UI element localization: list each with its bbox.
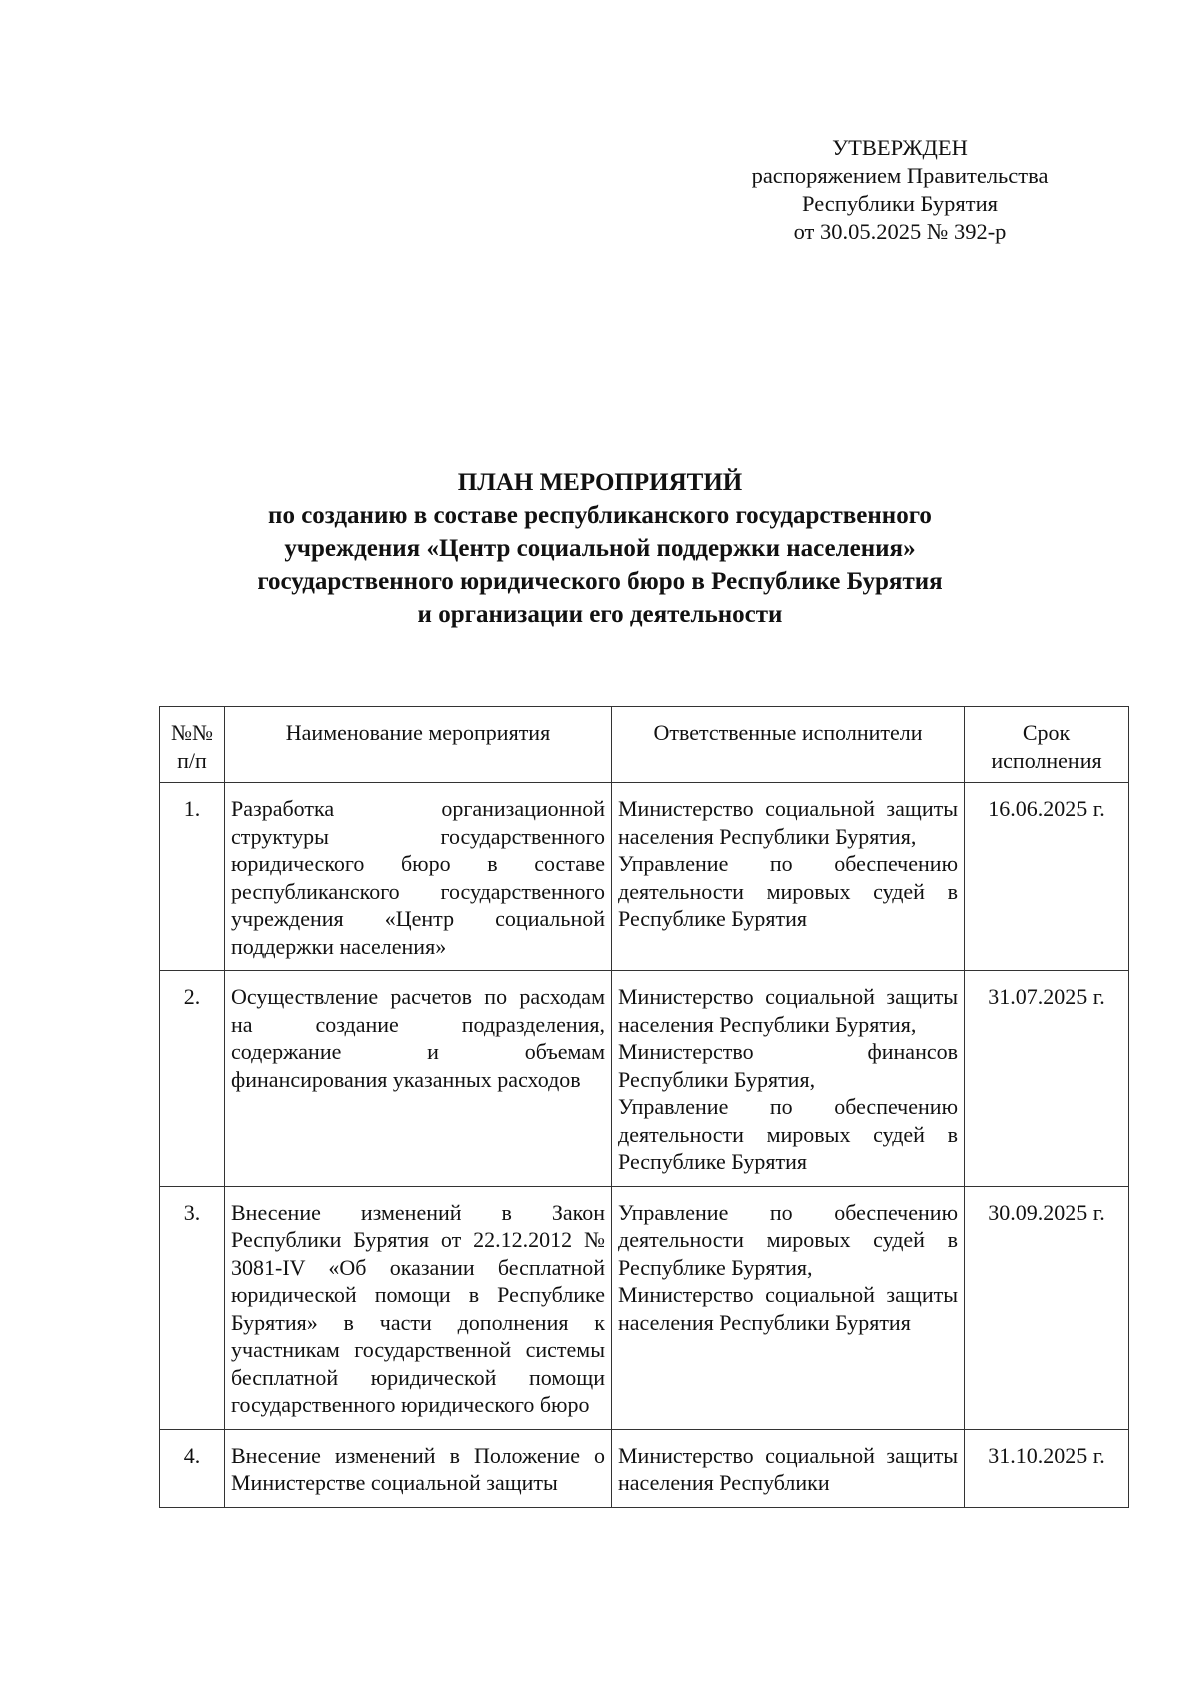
responsible-entry: Министерство социальной защиты населения Республики Бурятия, [618, 984, 958, 1037]
table-row [160, 971, 1129, 1187]
row-num: 3. [160, 1186, 225, 1429]
title-line-4: государственного юридического бюро в Республике Бурятия [257, 568, 943, 595]
row-responsible [612, 971, 965, 1187]
plan-table [159, 706, 1129, 1508]
header-num: №№ п/п [160, 707, 225, 783]
row-deadline: 30.09.2025 г. [965, 1186, 1129, 1429]
responsible-entry: Министерство социальной защиты населения Республики [618, 1442, 958, 1495]
approval-date-line: от 30.05.2025 № 392-р [793, 219, 1007, 244]
approval-order-line: распоряжением Правительства [751, 163, 1049, 188]
row-name: Разработка организационной структуры государственного юридического бюро в составе республиканского государственного учреждения «Центр социальной поддержки населения» [225, 783, 612, 971]
title-line-2: по созданию в составе республиканского государственного [268, 502, 932, 529]
row-num: 1. [160, 783, 225, 971]
row-name: Внесение изменений в Закон Республики Бурятия от 22.12.2012 № 3081-IV «Об оказании бесплатной юридической помощи в Республике Бурятия» в части дополнения к участникам государственной системы бесплатной юридической помощи государственного юридического бюро [225, 1186, 612, 1429]
approval-stamp [720, 134, 1080, 246]
approval-heading: УТВЕРЖДЕН [832, 135, 968, 160]
title-line-1: ПЛАН МЕРОПРИЯТИЙ [457, 469, 743, 496]
row-deadline: 31.10.2025 г. [965, 1429, 1129, 1507]
table-header-row [160, 707, 1129, 783]
row-num: 2. [160, 971, 225, 1187]
header-responsible: Ответственные исполнители [612, 707, 965, 783]
responsible-entry: Министерство социальной защиты населения Республики Бурятия, [618, 796, 958, 849]
row-deadline: 16.06.2025 г. [965, 783, 1129, 971]
responsible-entry: Управление по обеспечению деятельности мировых судей в Республике Бурятия [618, 851, 958, 931]
title-line-5: и организации его деятельности [417, 601, 783, 628]
table-row [160, 1429, 1129, 1507]
row-name: Внесение изменений в Положение о Министерстве социальной защиты [225, 1429, 612, 1507]
responsible-entry: Управление по обеспечению деятельности мировых судей в Республике Бурятия [618, 1094, 958, 1174]
table-row [160, 1186, 1129, 1429]
row-responsible [612, 783, 965, 971]
header-deadline: Срок исполнения [965, 707, 1129, 783]
title-line-3: учреждения «Центр социальной поддержки населения» [284, 535, 916, 562]
document-title [0, 466, 1200, 631]
responsible-entry: Министерство финансов Республики Бурятия, [618, 1039, 958, 1092]
responsible-entry: Министерство социальной защиты населения Республики Бурятия [618, 1282, 958, 1335]
responsible-entry: Управление по обеспечению деятельности мировых судей в Республике Бурятия, [618, 1199, 958, 1280]
row-deadline: 31.07.2025 г. [965, 971, 1129, 1187]
row-name: Осуществление расчетов по расходам на создание подразделения, содержание и объемам финансирования указанных расходов [225, 971, 612, 1187]
header-name: Наименование мероприятия [225, 707, 612, 783]
row-responsible [612, 1429, 965, 1507]
table-row [160, 783, 1129, 971]
row-responsible [612, 1186, 965, 1429]
approval-government-line: Республики Бурятия [802, 191, 998, 216]
row-num: 4. [160, 1429, 225, 1507]
